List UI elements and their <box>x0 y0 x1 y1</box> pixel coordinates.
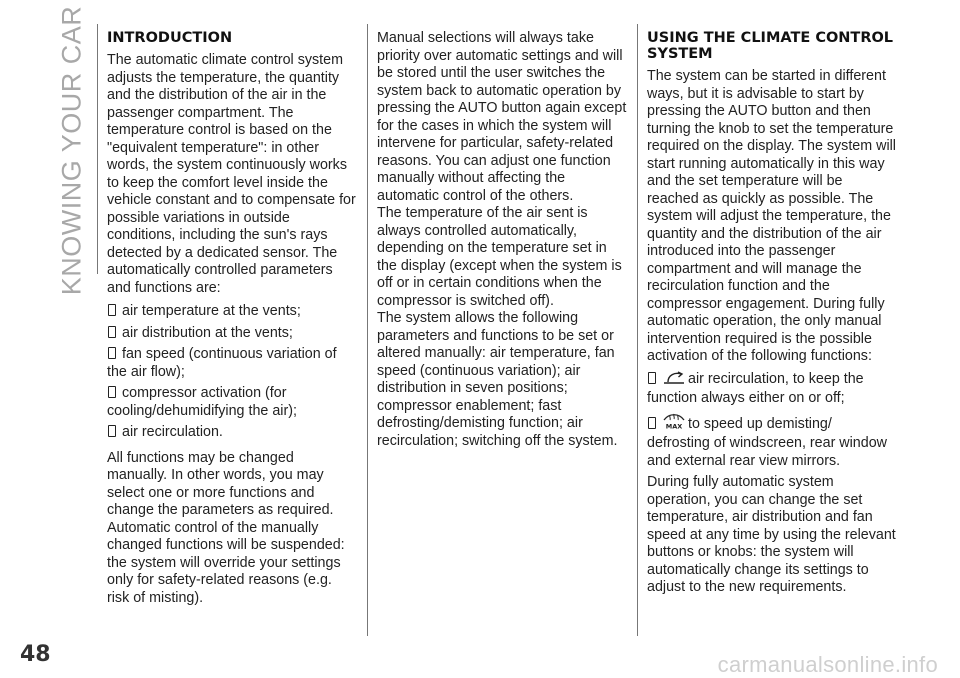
bullet-box-icon <box>108 425 116 437</box>
introduction-heading: INTRODUCTION <box>107 30 233 46</box>
list-item: MAX to speed up demisting/ defrosting of windscreen, rear window and external rear view mirrors. <box>647 412 897 471</box>
using-system-heading: USING THE CLIMATE CONTROL SYSTEM <box>647 30 894 62</box>
bullet-box-icon <box>108 347 116 359</box>
automatic-adjust-paragraph: During fully automatic system operation, you can change the set temperature, air distribution and fan speed at any time by using the relevant buttons or knobs: the system will automatically change its settings to adjust to the new requirements. <box>647 474 896 595</box>
bullet-box-icon <box>108 326 116 338</box>
svg-text:MAX: MAX <box>665 422 683 430</box>
bullet-box-icon <box>108 386 116 398</box>
list-item: air distribution at the vents; <box>107 325 357 343</box>
manual-priority-paragraph: Manual selections will always take priority over automatic settings and will be stored until the user switches the system back to automatic operation by pressing the AUTO button again except for the cases in which the system will intervene for particular, safety-related reasons. You can adjust one function manually without affecting the automatic control of the others. <box>377 30 627 204</box>
section-side-label-text: KNOWING YOUR CAR <box>56 5 87 295</box>
list-item: air temperature at the vents; <box>107 303 357 321</box>
recirculation-icon <box>662 371 686 391</box>
bullet-box-icon <box>108 304 116 316</box>
list-item: fan speed (continuous variation of the air flow); <box>107 346 337 380</box>
air-temperature-paragraph: The temperature of the air sent is always controlled automatically, depending on the temperature set in the display (except when the system is off or in certain conditions when the compressor is switched off). <box>377 205 622 309</box>
column-divider-middle <box>367 24 368 636</box>
list-item: air recirculation. <box>107 424 357 442</box>
middle-column <box>377 30 627 450</box>
column-divider-right <box>637 24 638 636</box>
bullet-box-icon <box>648 372 656 384</box>
manual-parameters-paragraph: The system allows the following parameters and functions to be set or altered manually: air temperature, fan speed (continuous variation); air distribution in seven positions; compressor enablement; fast defrosting/demisting function; air recirculation; switching off the system. <box>377 310 618 449</box>
manual-functions-list <box>647 371 897 471</box>
right-column <box>647 30 897 597</box>
page-number: 48 <box>20 642 51 667</box>
list-item: compressor activation (for cooling/dehumidifying the air); <box>107 385 297 419</box>
left-column <box>107 30 357 607</box>
bullet-box-icon <box>648 417 656 429</box>
watermark: carmanualsonline.info <box>717 652 938 677</box>
max-defrost-icon <box>662 412 686 436</box>
list-item: air recirculation, to keep the function always either on or off; <box>647 370 864 406</box>
start-system-paragraph: The system can be started in different ways, but it is advisable to start by pressing the AUTO button and then turning the knob to set the temperature required on the display. The system will start running automatically in this way and the set temperature will be reached as quickly as possible. The system will adjust the temperature, the quantity and the distribution of the air introduced into the passenger compartment and will manage the recirculation function and the compressor engagement. During fully automatic operation, the only manual intervention required is the possible activation of the following functions: <box>647 68 896 364</box>
section-side-label <box>55 5 89 295</box>
column-divider-left <box>97 24 98 274</box>
introduction-paragraph: The automatic climate control system adjusts the temperature, the quantity and the distribution of the air in the passenger compartment. The temperature control is based on the "equivalent temperature": in other words, the system continuously works to keep the comfort level inside the vehicle constant and to compensate for possible variations in outside conditions, including the sun's rays detected by a dedicated sensor. The automatically controlled parameters and functions are: <box>107 52 356 296</box>
auto-functions-list <box>107 303 357 442</box>
manual-override-paragraph: All functions may be changed manually. In other words, you may select one or more functions and change the parameters as required. Automatic control of the manually changed functions will be suspended: the system will override your settings only for safety-related reasons (e.g. risk of misting). <box>107 449 345 606</box>
